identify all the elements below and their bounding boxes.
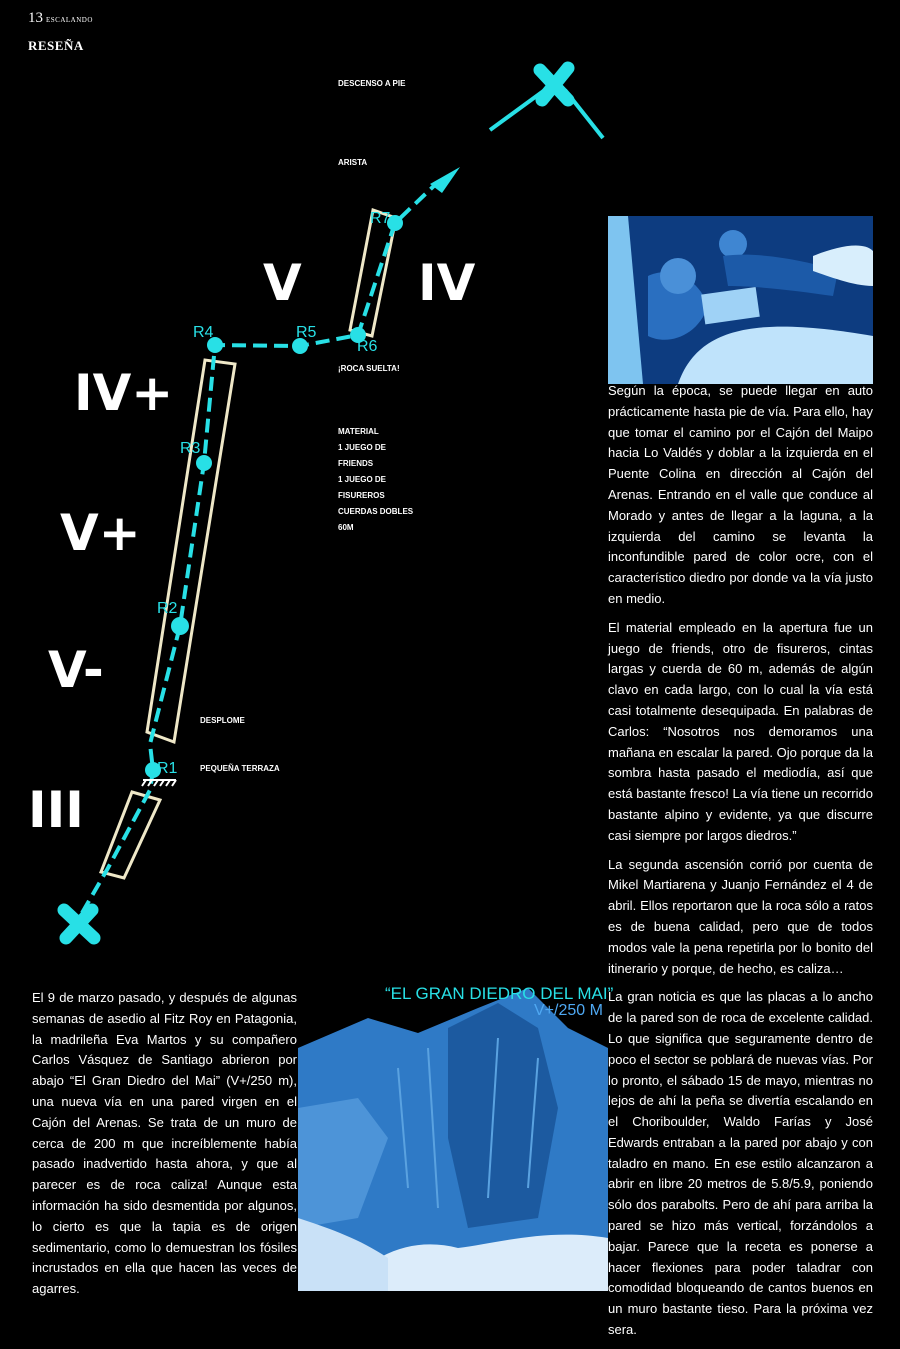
note-small-terrace: PEQUEÑA TERRAZA <box>200 764 280 773</box>
grade-iii: III <box>28 781 84 839</box>
route-arrow <box>430 167 460 193</box>
grade-v: V <box>263 254 302 312</box>
relay-label-r2: R2 <box>157 600 178 617</box>
start-cross-icon <box>64 910 94 938</box>
page-number: 13 <box>28 10 43 26</box>
summit-cross-icon <box>540 68 568 100</box>
route-grade: V+/250 M <box>534 1002 603 1019</box>
relay-label-r5: R5 <box>296 324 317 341</box>
grade-iv-plus: IV+ <box>74 364 174 422</box>
section-label: RESEÑA <box>28 38 84 53</box>
grade-iv: IV <box>418 254 476 312</box>
mountain-photo <box>298 988 608 1291</box>
relay-label-r1: R1 <box>157 760 178 777</box>
terrace-hatch-icon <box>142 780 176 786</box>
dihedral-outline-upper <box>350 210 396 336</box>
note-loose-rock: ¡ROCA SUELTA! <box>338 364 400 373</box>
section-name: ESCALANDO <box>46 16 93 24</box>
paragraph: La gran noticia es que las placas a lo ancho de la pared son de roca de excelente calidad. Lo que significa que seguramente dentro de poco el sector se poblará de nuevas vías. Por lo pronto, el sábado 15 de mayo, mientras no lejos de ahí la peña se divertía escalando en el Choriboulder, Waldo Farías y José Edwards entraban a la pared por abajo y con taladro en mano. En ese estilo alcanzaron a abrir en libre 20 metros de 5.8/5.9, poniendo sólo dos parabolts. Pero de ahí para arriba la pared se hizo más vertical, forzándolos a bajar. Parece que la receta es ponerse a hacer flexiones para poder taladrar con comodidad bloqueando de cantos buenos en un muro bastante tieso. Para la próxima vez sera. <box>608 989 873 1338</box>
article-text-left <box>32 988 297 1308</box>
grade-v-minus: V- <box>48 641 104 699</box>
note-material: MATERIAL 1 JUEGO DE FRIENDS 1 JUEGO DE FISUREROS CUERDAS DOBLES 60M <box>338 427 414 532</box>
paragraph: Según la época, se puede llegar en auto prácticamente hasta pie de vía. Para ello, hay que tomar el camino por el Cajón del Maipo hacia Lo Valdés y doblar a la izquierda en el Puente Colina en dirección al Cajón del Arenas. Entrando en el valle que conduce al Morado y antes de llegar a la laguna, a la izquierda del camino se levanta la inconfundible pared de color ocre, con el característico diedro por donde va la vía justo en medio. <box>608 383 873 606</box>
note-overhang: DESPLOME <box>200 716 245 725</box>
paragraph: La segunda ascensión corrió por cuenta de Mikel Martiarena y Juanjo Fernández el 4 de abril. Ellos reportaron que la roca sólo a ratos es de buena calidad, pero que de todos modos vale la pena repetirla por lo bonito del itinerario y porque, de hecho, es caliza… <box>608 856 873 976</box>
note-ridge: ARISTA <box>338 158 368 167</box>
relay-dot-r2 <box>171 617 189 635</box>
grade-v-plus: V+ <box>60 504 141 562</box>
paragraph: El 9 de marzo pasado, y después de algunas semanas de asedio al Fitz Roy en Patagonia, la madrileña Eva Martos y su compañero Carlos Vásquez de Santiago abrieron por abajo “El Gran Diedro del Mai” (V+/250 m), una nueva vía en una pared virgen en el Cajón del Arenas. Se trata de un muro de cerca de 200 m que increíblemente había pasado inadvertido hasta ahora, y que al parecer es de roca caliza! Aunque esta información ha sido desmentida por algunos, lo cierto es que la tapia es de origen sedimentario, como lo demuestran los fósiles incrustados en ella que hacen las veces de agarres. <box>32 990 297 1297</box>
route-title: “EL GRAN DIEDRO DEL MAI” <box>385 984 614 1003</box>
relay-label-r6: R6 <box>357 338 378 355</box>
relay-label-r7: R7 <box>370 210 391 227</box>
relay-label-r4: R4 <box>193 324 214 341</box>
paragraph: El material empleado en la apertura fue un juego de friends, otro de fisureros, cintas largas y cuerda de 60 m, además de algún clavo en cada largo, con lo cual la vía está casi totalmente desequipada. En palabras de Carlos: “Nosotros nos demoramos una mañana en escalar la pared. Ojo porque da la sombra hasta pasado el mediodía, así que está bastante fresco! La vía tiene un recorrido bastante alpino y evidente, ya que discurre casi siempre por largos diedros.” <box>608 619 873 843</box>
climbers-photo <box>608 216 873 384</box>
note-descent: DESCENSO A PIE <box>338 79 406 88</box>
relay-label-r3: R3 <box>180 440 201 457</box>
article-text-right <box>608 381 873 1349</box>
